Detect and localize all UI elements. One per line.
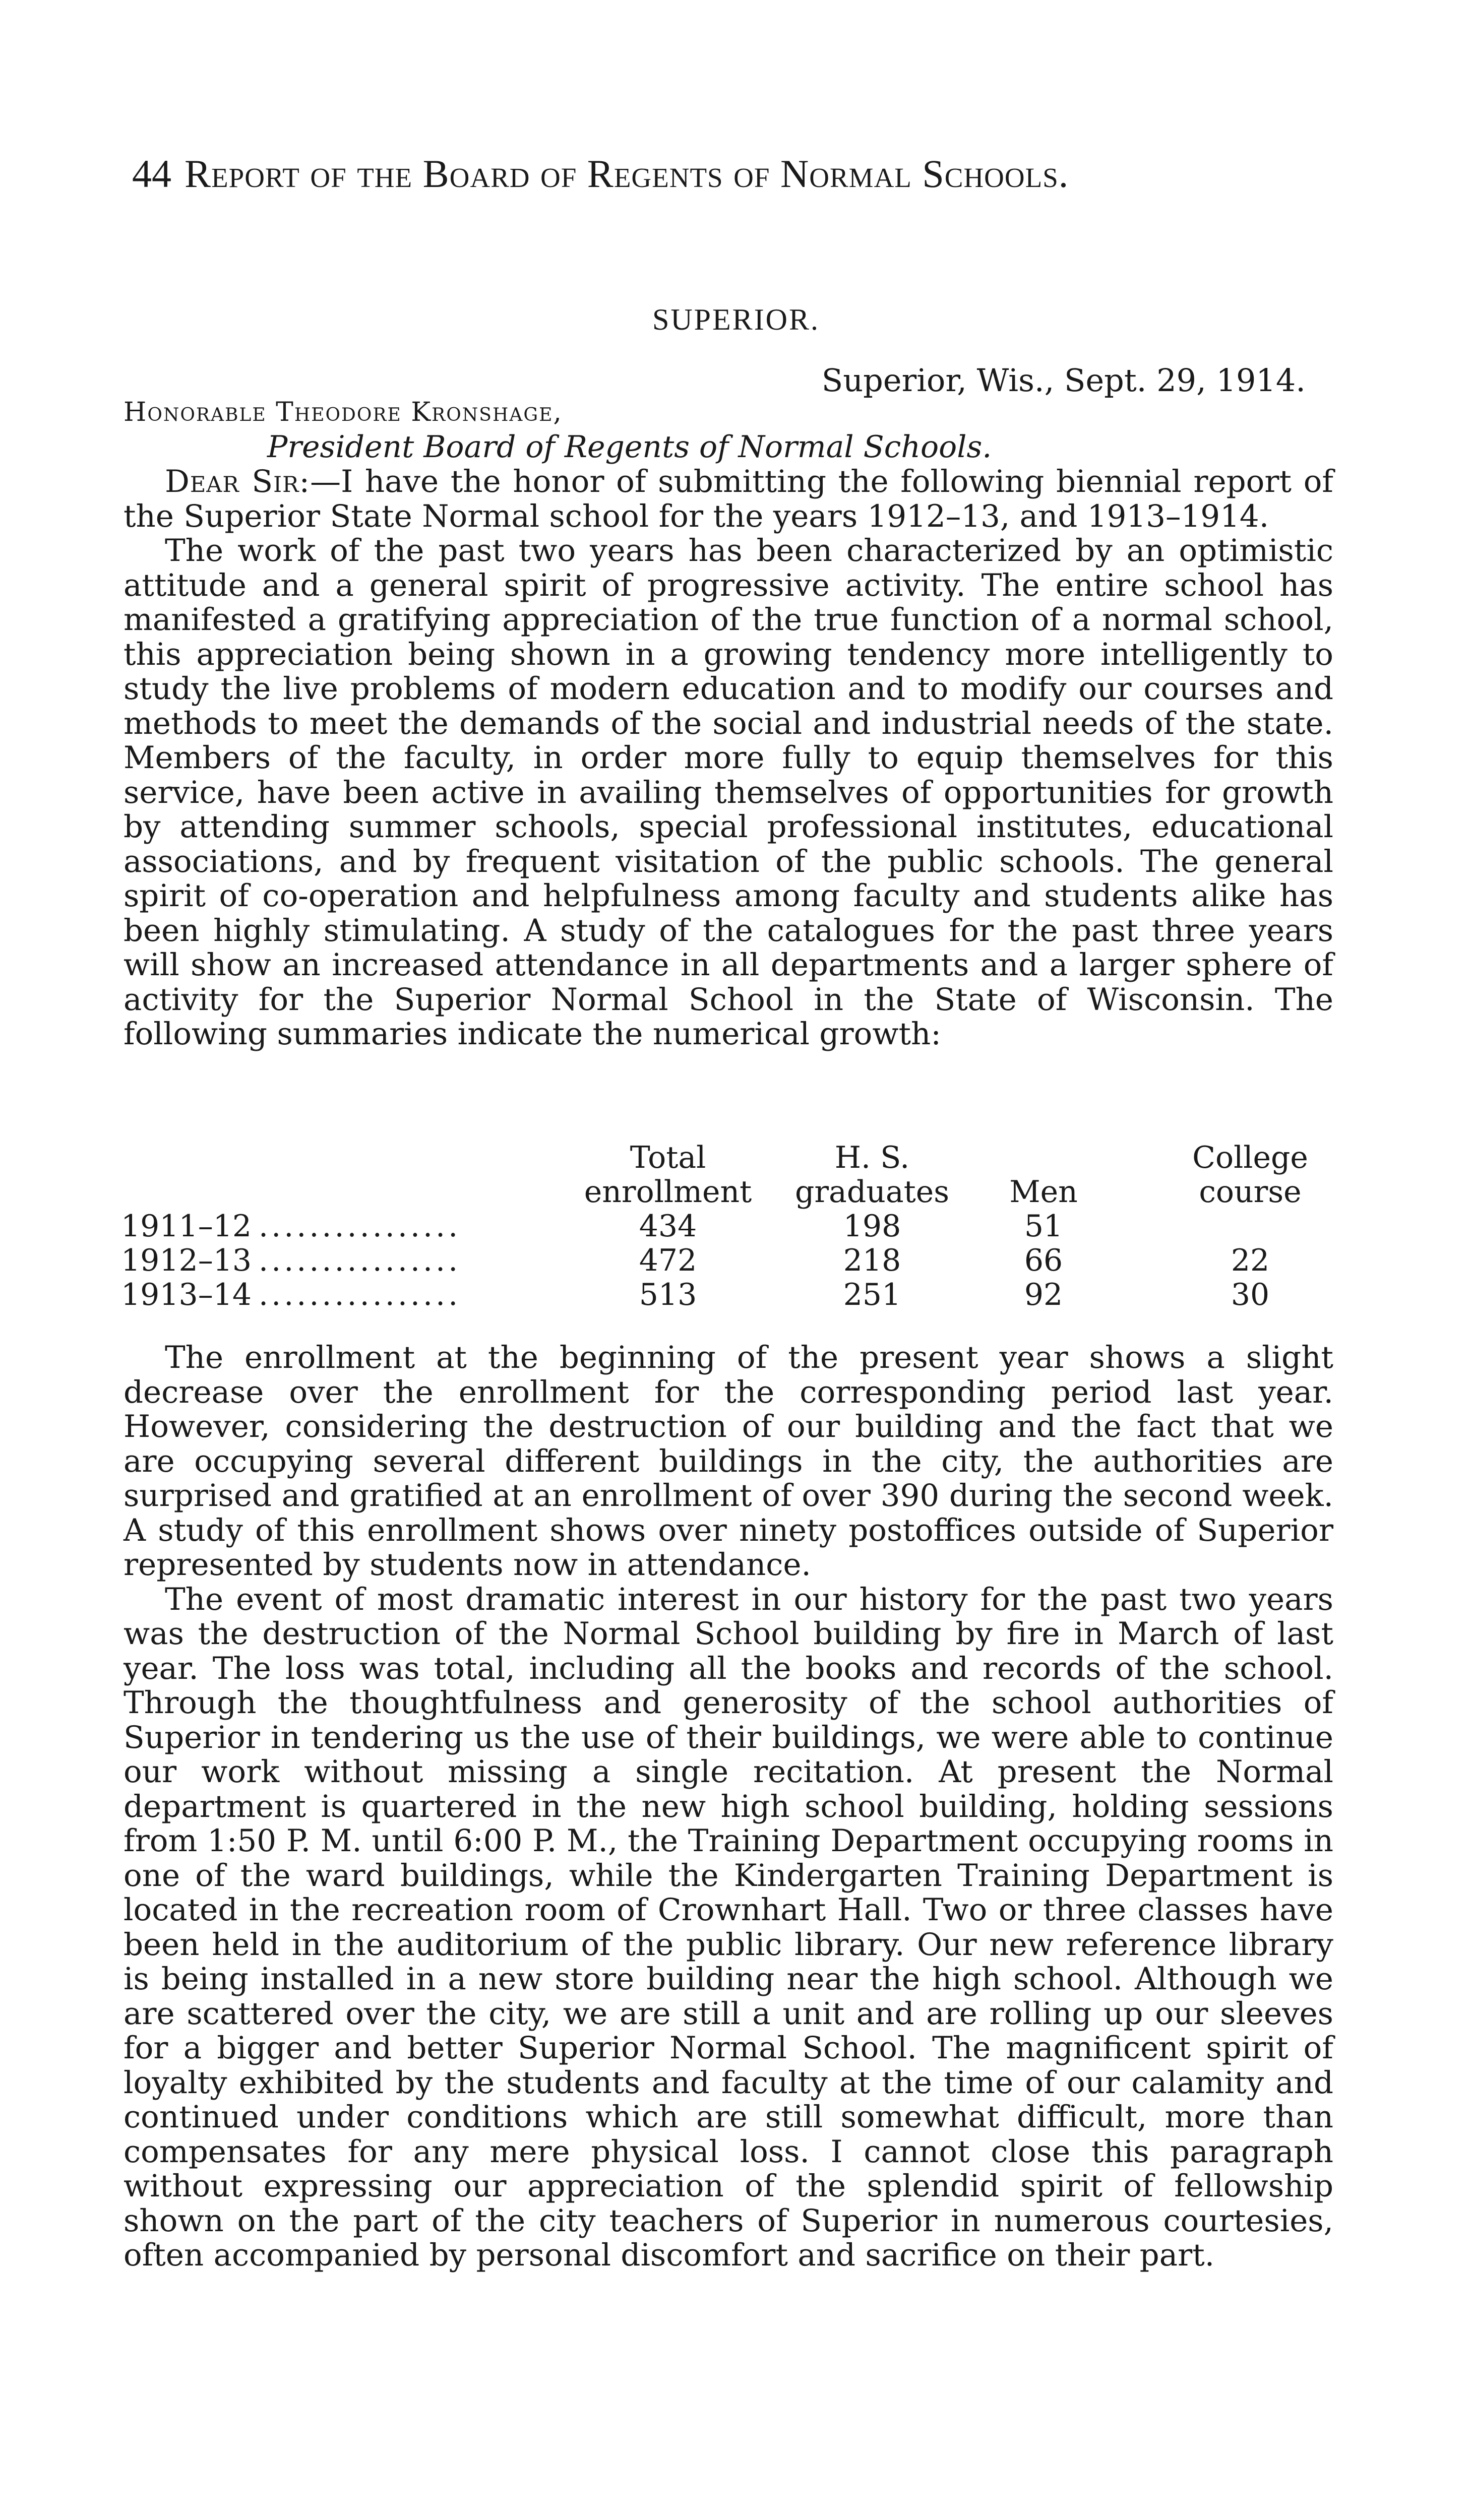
header-total: Total	[630, 1140, 706, 1175]
dateline: Superior, Wis., Sept. 29, 1914.	[821, 362, 1306, 399]
row-year: 1911–12	[121, 1209, 252, 1244]
cell-total: 472	[639, 1243, 697, 1278]
table-header-row	[121, 1140, 1341, 1174]
header-enrollment: enrollment	[584, 1174, 752, 1210]
paragraph-text: —I have the honor of submitting the following biennial report of the Superior State Normal school for the years 1912–13, and 1913–1914.	[124, 464, 1333, 534]
body-text-after-table	[124, 1341, 1333, 2273]
paragraph: The work of the past two years has been characterized by an optimistic attitude and a general spirit of progressive activity. The entire school has manifested a gratifying appreciation of the true function of a normal school, this appreciation being shown in a growing tendency more intelligently to study the live problems of modern education and to modify our courses and methods to meet the demands of the social and industrial needs of the state. Members of the faculty, in order more fully to equip themselves for this service, have been active in availing themselves of opportunities for growth by attending summer schools, special professional institutes, educational associations, and by frequent visitation of the public schools. The general spirit of co-operation and helpfulness among faculty and students alike has been highly stimulating. A study of the catalogues for the past three years will show an increased attendance in all departments and a larger sphere of activity for the Superior Normal School in the State of Wisconsin. The following summaries indicate the numerical growth:	[124, 533, 1333, 1052]
header-men: Men	[1009, 1174, 1078, 1210]
header-graduates: graduates	[794, 1174, 950, 1210]
page-number: 44	[132, 152, 171, 196]
table-header-row	[121, 1174, 1341, 1209]
table-row	[121, 1243, 1341, 1277]
addressee-name: Honorable Theodore Kronshage,	[124, 397, 563, 427]
cell-hs: 198	[843, 1209, 901, 1244]
paragraph: The enrollment at the beginning of the present year shows a slight decrease over the enrollment for the corresponding period last year. However, considering the destruction of our building and the fact that we are occupying several different buildings in the city, the authorities are surprised and gratified at an enrollment of over 390 during the second week. A study of this enrollment shows over ninety postoffices outside of Superior represented by students now in attendance.	[124, 1340, 1333, 1583]
header-course: course	[1199, 1174, 1302, 1210]
row-year: 1912–13	[121, 1243, 252, 1278]
body-text-before-table	[124, 465, 1333, 1052]
row-year-cell	[121, 1243, 461, 1278]
cell-men: 66	[1024, 1243, 1063, 1278]
cell-college: 22	[1231, 1243, 1270, 1278]
leader-dots: ................	[259, 1209, 461, 1244]
paragraph: The event of most dramatic interest in our history for the past two years was the destruction of the Normal School building by fire in March of last year. The loss was total, including all the books and records of the school. Through the thoughtfulness and generosity of the school authorities of Superior in tendering us the use of their buildings, we were able to continue our work without missing a single recitation. At present the Normal department is quartered in the new high school building, holding sessions from 1:50 P. M. until 6:00 P. M., the Training Department occupying rooms in one of the ward buildings, while the Kindergarten Training Department is located in the recreation room of Crownhart Hall. Two or three classes have been held in the auditorium of the public library. Our new reference library is being installed in a new store building near the high school. Although we are scattered over the city, we are still a unit and are rolling up our sleeves for a bigger and better Superior Normal School. The magnificent spirit of loyalty exhibited by the students and faculty at the time of our calamity and continued under conditions which are still somewhat difficult, more than compensates for any mere physical loss. I cannot close this paragraph without expressing our appreciation of the splendid spirit of fellowship shown on the part of the city teachers of Superior in numerous courtesies, often accompanied by personal discomfort and sacrifice on their part.	[124, 1581, 1333, 2273]
row-year-cell	[121, 1277, 461, 1312]
table-row	[121, 1209, 1341, 1243]
cell-men: 92	[1024, 1277, 1063, 1312]
addressee-title: President Board of Regents of Normal Schools.	[267, 429, 992, 465]
section-title: SUPERIOR.	[652, 303, 820, 336]
table-row	[121, 1277, 1341, 1311]
header-college: College	[1192, 1140, 1308, 1175]
cell-hs: 251	[843, 1277, 901, 1312]
running-head	[132, 151, 1342, 197]
cell-total: 434	[639, 1209, 697, 1244]
leader-dots: ................	[259, 1243, 461, 1278]
running-head-title: Report of the Board of Regents of Normal Schools.	[185, 152, 1069, 196]
leader-dots: ................	[259, 1277, 461, 1312]
row-year-cell	[121, 1209, 461, 1244]
salutation: Dear Sir:	[165, 464, 311, 499]
cell-college: 30	[1231, 1277, 1270, 1312]
row-year: 1913–14	[121, 1277, 252, 1312]
enrollment-table	[121, 1140, 1341, 1311]
cell-total: 513	[639, 1277, 697, 1312]
paragraph	[124, 465, 1333, 534]
cell-hs: 218	[843, 1243, 901, 1278]
cell-men: 51	[1024, 1209, 1063, 1244]
header-hs: H. S.	[834, 1140, 910, 1175]
